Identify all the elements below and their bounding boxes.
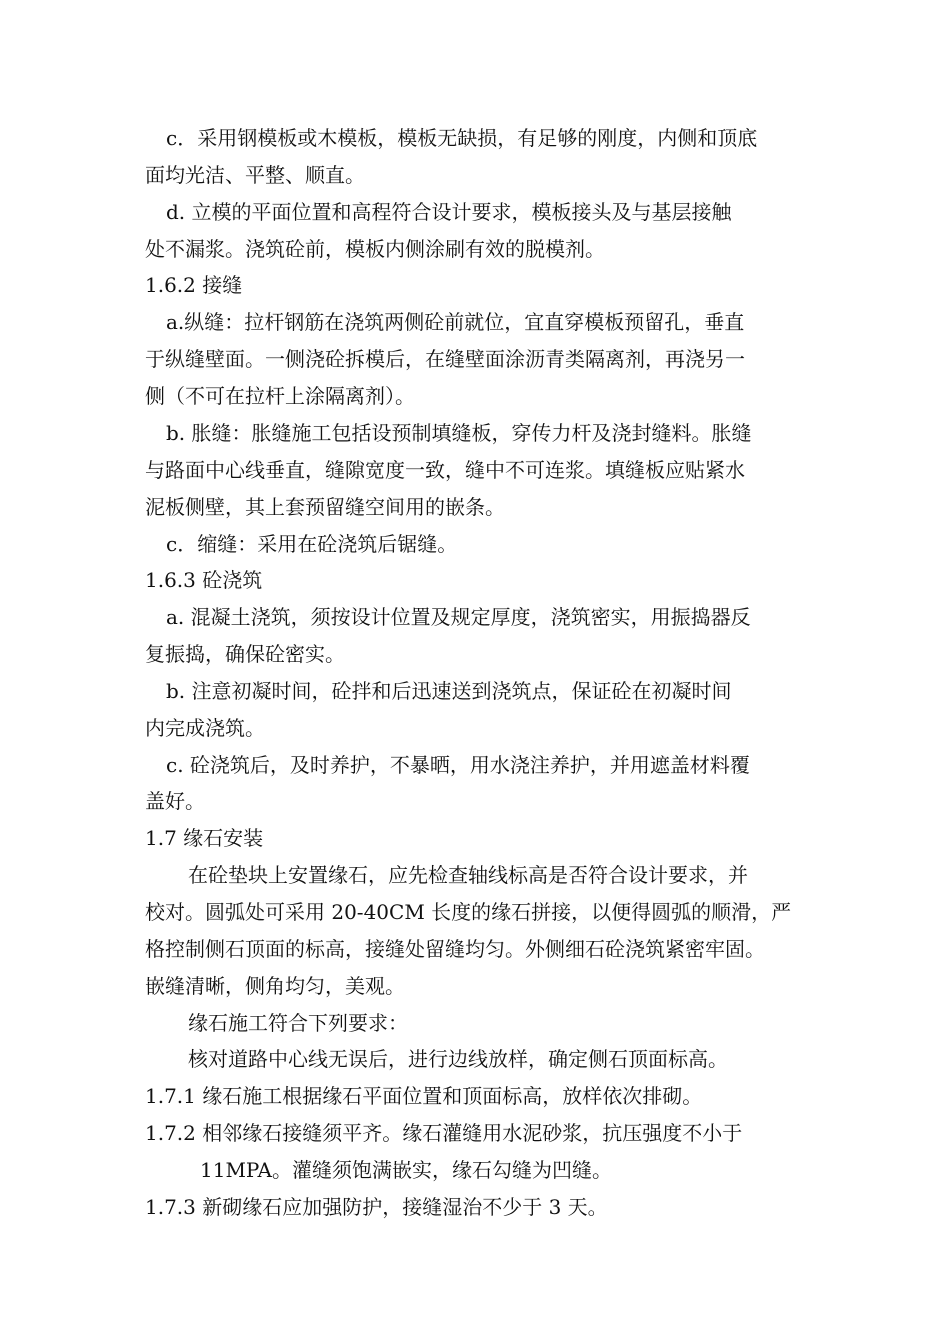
text-line: 1.7.1 缘石施工根据缘石平面位置和顶面标高，放样依次排砌。 bbox=[145, 1084, 703, 1108]
text-line: 侧（不可在拉杆上涂隔离剂）。 bbox=[145, 384, 415, 408]
text-line: 处不漏浆。浇筑砼前，模板内侧涂刷有效的脱模剂。 bbox=[145, 237, 605, 261]
section-heading: 1.6.3 砼浇筑 bbox=[145, 568, 263, 592]
text-line: 1.7.2 相邻缘石接缝须平齐。缘石灌缝用水泥砂浆，抗压强度不小于 bbox=[145, 1121, 743, 1145]
text-line: 在砼垫块上安置缘石，应先检查轴线标高是否符合设计要求，并 bbox=[188, 863, 748, 887]
text-line: 核对道路中心线无误后，进行边线放样，确定侧石顶面标高。 bbox=[188, 1047, 728, 1071]
text-line: 泥板侧壁，其上套预留缝空间用的嵌条。 bbox=[145, 495, 505, 519]
text-line: c. 砼浇筑后，及时养护，不暴晒，用水浇注养护，并用遮盖材料覆 bbox=[166, 753, 750, 777]
text-line: a.纵缝：拉杆钢筋在浇筑两侧砼前就位，宜直穿模板预留孔，垂直 bbox=[166, 310, 745, 334]
text-line: 与路面中心线垂直，缝隙宽度一致，缝中不可连浆。填缝板应贴紧水 bbox=[145, 458, 745, 482]
text-line: 盖好。 bbox=[145, 789, 205, 813]
text-line: a. 混凝土浇筑，须按设计位置及规定厚度，浇筑密实，用振捣器反 bbox=[166, 605, 751, 629]
text-line: c．缩缝：采用在砼浇筑后锯缝。 bbox=[166, 532, 458, 556]
text-line: 缘石施工符合下列要求： bbox=[188, 1011, 408, 1035]
text-line: 1.7.3 新砌缘石应加强防护，接缝湿治不少于 3 天。 bbox=[145, 1195, 608, 1219]
text-line: 校对。圆弧处可采用 20-40CM 长度的缘石拼接，以便得圆弧的顺滑，严 bbox=[145, 900, 792, 924]
text-line: b. 注意初凝时间，砼拌和后迅速送到浇筑点，保证砼在初凝时间 bbox=[166, 679, 732, 703]
text-line: 11MPA。灌缝须饱满嵌实，缘石勾缝为凹缝。 bbox=[200, 1158, 612, 1182]
text-line: 格控制侧石顶面的标高，接缝处留缝均匀。外侧细石砼浇筑紧密牢固。 bbox=[145, 937, 765, 961]
text-line: 面均光洁、平整、顺直。 bbox=[145, 163, 365, 187]
text-line: 内完成浇筑。 bbox=[145, 716, 265, 740]
text-line: b. 胀缝：胀缝施工包括设预制填缝板，穿传力杆及浇封缝料。胀缝 bbox=[166, 421, 752, 445]
section-heading: 1.6.2 接缝 bbox=[145, 273, 243, 297]
text-line: d. 立模的平面位置和高程符合设计要求，模板接头及与基层接触 bbox=[166, 200, 732, 224]
text-line: 嵌缝清晰，侧角均匀，美观。 bbox=[145, 974, 405, 998]
text-line: 复振捣，确保砼密实。 bbox=[145, 642, 345, 666]
text-line: c．采用钢模板或木模板，模板无缺损，有足够的刚度，内侧和顶底 bbox=[166, 126, 758, 150]
section-heading: 1.7 缘石安装 bbox=[145, 826, 264, 850]
text-line: 于纵缝壁面。一侧浇砼拆模后，在缝壁面涂沥青类隔离剂，再浇另一 bbox=[145, 347, 745, 371]
